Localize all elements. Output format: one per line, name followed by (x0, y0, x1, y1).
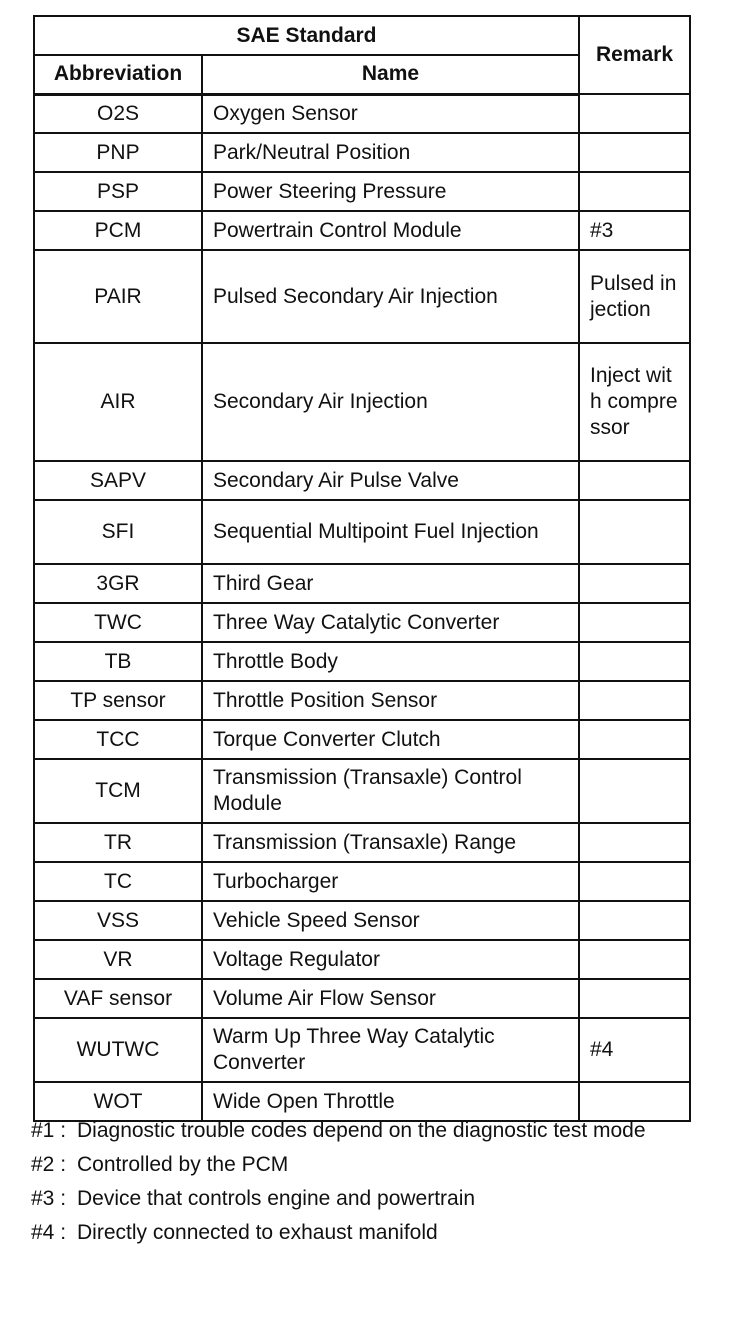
table-row (34, 500, 690, 564)
header-remark: Remark (579, 16, 690, 94)
table-row (34, 133, 690, 172)
table-row (34, 564, 690, 603)
header-abbreviation: Abbreviation (34, 55, 202, 94)
table-row (34, 1018, 690, 1082)
remark-cell (579, 642, 690, 681)
abbreviation-cell: SAPV (34, 461, 202, 500)
name-cell: Torque Converter Clutch (202, 720, 579, 759)
remark-cell (579, 862, 690, 901)
table-row (34, 681, 690, 720)
remark-cell (579, 681, 690, 720)
abbreviation-cell: TP sensor (34, 681, 202, 720)
abbreviation-cell: WUTWC (34, 1018, 202, 1082)
abbreviation-cell: VSS (34, 901, 202, 940)
name-cell: Park/Neutral Position (202, 133, 579, 172)
name-cell: Three Way Catalytic Converter (202, 603, 579, 642)
remark-cell (579, 603, 690, 642)
name-cell: Turbocharger (202, 862, 579, 901)
table-row (34, 211, 690, 250)
table-row (34, 94, 690, 133)
name-cell: Volume Air Flow Sensor (202, 979, 579, 1018)
name-cell: Secondary Air Pulse Valve (202, 461, 579, 500)
table-row (34, 461, 690, 500)
footnote (31, 1220, 711, 1246)
remark-cell (579, 720, 690, 759)
abbreviation-cell: PSP (34, 172, 202, 211)
remark-cell (579, 172, 690, 211)
name-cell: Sequential Multipoint Fuel Injection (202, 500, 579, 564)
name-cell: Vehicle Speed Sensor (202, 901, 579, 940)
remark-cell: #3 (579, 211, 690, 250)
remark-cell (579, 1082, 690, 1121)
table-row (34, 250, 690, 343)
remark-cell (579, 461, 690, 500)
remark-cell (579, 901, 690, 940)
abbreviation-cell: 3GR (34, 564, 202, 603)
name-cell: Power Steering Pressure (202, 172, 579, 211)
abbreviation-cell: TR (34, 823, 202, 862)
abbreviation-cell: VAF sensor (34, 979, 202, 1018)
table-row (34, 172, 690, 211)
name-cell: Oxygen Sensor (202, 94, 579, 133)
remark-cell (579, 823, 690, 862)
footnote-key: #1 : (31, 1119, 67, 1142)
footnote (31, 1118, 711, 1144)
name-cell: Throttle Position Sensor (202, 681, 579, 720)
name-cell: Wide Open Throttle (202, 1082, 579, 1121)
remark-cell (579, 940, 690, 979)
remark-cell: Inject with compressor (579, 343, 690, 461)
table-row (34, 979, 690, 1018)
table-row (34, 1082, 690, 1121)
abbreviation-cell: AIR (34, 343, 202, 461)
abbreviation-cell: TCM (34, 759, 202, 823)
abbreviation-cell: PAIR (34, 250, 202, 343)
abbreviation-cell: TWC (34, 603, 202, 642)
footnote-key: #2 : (31, 1153, 67, 1176)
abbreviation-cell: WOT (34, 1082, 202, 1121)
remark-cell (579, 759, 690, 823)
abbreviation-cell: O2S (34, 94, 202, 133)
name-cell: Third Gear (202, 564, 579, 603)
footnote (31, 1186, 711, 1212)
table-row (34, 862, 690, 901)
table-row (34, 759, 690, 823)
remark-cell (579, 564, 690, 603)
footnote-text: Controlled by the PCM (77, 1153, 289, 1176)
name-cell: Warm Up Three Way Catalytic Converter (202, 1018, 579, 1082)
table-row (34, 343, 690, 461)
abbreviation-cell: VR (34, 940, 202, 979)
name-cell: Voltage Regulator (202, 940, 579, 979)
remark-cell (579, 94, 690, 133)
footnote (31, 1152, 711, 1178)
header-sae-standard: SAE Standard (34, 16, 579, 55)
table-row (34, 603, 690, 642)
header-name: Name (202, 55, 579, 94)
remark-cell (579, 979, 690, 1018)
name-cell: Powertrain Control Module (202, 211, 579, 250)
footnote-key: #3 : (31, 1187, 67, 1210)
footnote-text: Directly connected to exhaust manifold (77, 1221, 438, 1244)
name-cell: Throttle Body (202, 642, 579, 681)
remark-cell: Pulsed injection (579, 250, 690, 343)
name-cell: Pulsed Secondary Air Injection (202, 250, 579, 343)
name-cell: Transmission (Transaxle) Control Module (202, 759, 579, 823)
abbreviation-cell: TB (34, 642, 202, 681)
name-cell: Secondary Air Injection (202, 343, 579, 461)
sae-abbreviation-table (33, 15, 691, 1122)
remark-cell (579, 133, 690, 172)
footnotes (31, 1118, 711, 1254)
abbreviation-cell: TC (34, 862, 202, 901)
table-row (34, 642, 690, 681)
remark-cell (579, 500, 690, 564)
footnote-key: #4 : (31, 1221, 67, 1244)
remark-cell: #4 (579, 1018, 690, 1082)
table-row (34, 823, 690, 862)
table-row (34, 940, 690, 979)
table-row (34, 901, 690, 940)
abbreviation-cell: SFI (34, 500, 202, 564)
abbreviation-cell: PCM (34, 211, 202, 250)
abbreviation-cell: TCC (34, 720, 202, 759)
abbreviation-cell: PNP (34, 133, 202, 172)
name-cell: Transmission (Transaxle) Range (202, 823, 579, 862)
table-row (34, 720, 690, 759)
footnote-text: Diagnostic trouble codes depend on the diagnostic test mode (77, 1119, 646, 1142)
footnote-text: Device that controls engine and powertrain (77, 1187, 476, 1210)
